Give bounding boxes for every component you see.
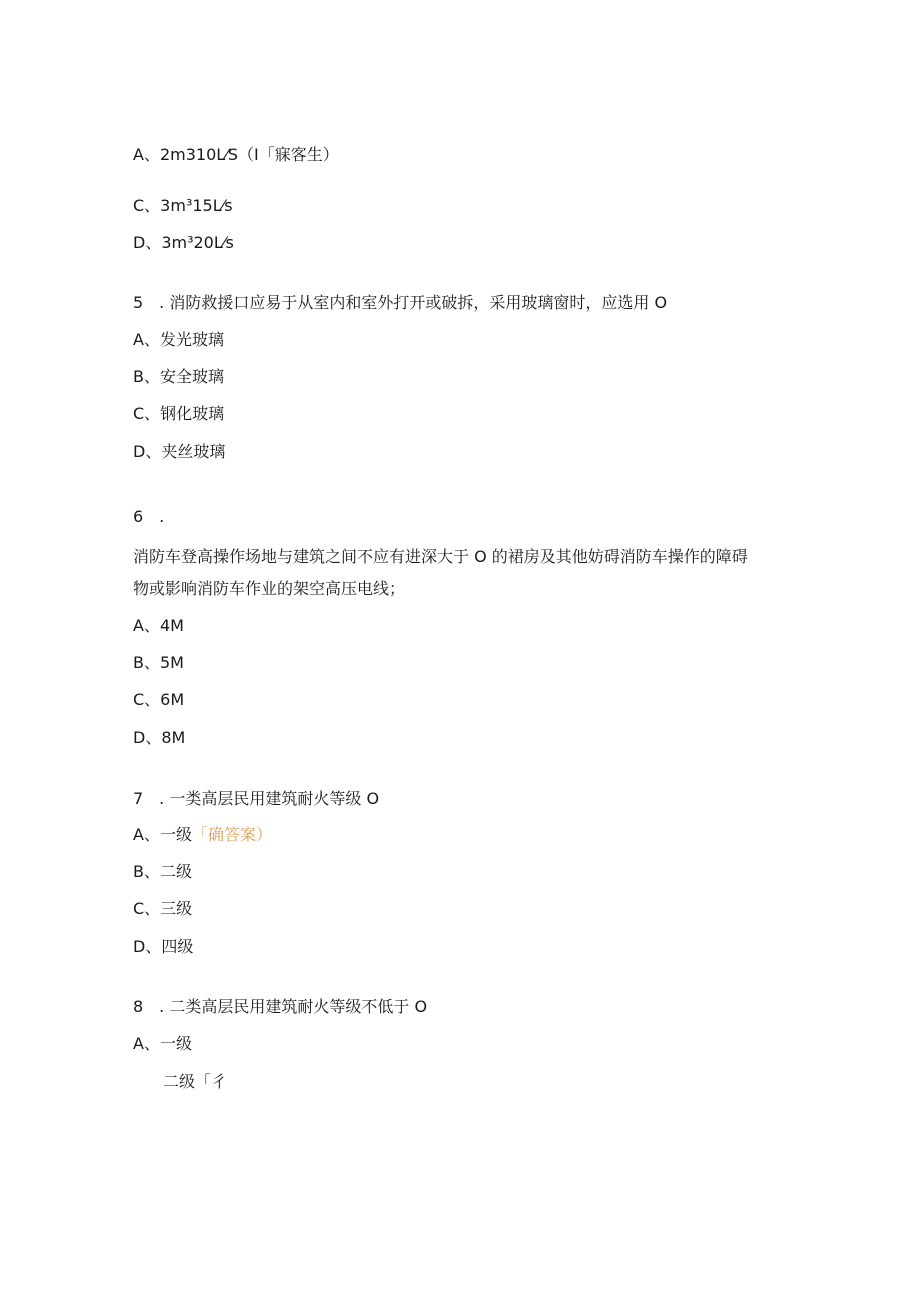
question-7: 7 . 一类高层民用建筑耐火等级 O: [133, 789, 380, 808]
option-c-line: C、3m³15L⁄s: [133, 196, 233, 215]
q6-option-c: C、6M: [133, 690, 185, 709]
question-5: 5 . 消防救援口应易于从室内和室外打开或破拆，采用玻璃窗时，应选用 O: [133, 293, 668, 312]
option-a-line: A、2m310L⁄S（I「寐客生）: [133, 145, 339, 164]
q7-option-b: B、二级: [133, 862, 192, 881]
question-8: 8 . 二类高层民用建筑耐火等级不低于 O: [133, 997, 428, 1016]
q5-option-c: C、钢化玻璃: [133, 404, 225, 423]
q7-option-a-label: A、一级: [133, 825, 192, 844]
q8-option-a: A、一级: [133, 1034, 192, 1053]
question-6-text-1: 消防车登高操作场地与建筑之间不应有进深大于 O 的裙房及其他妨碍消防车操作的障碍: [133, 547, 748, 566]
q5-option-a: A、发光玻璃: [133, 330, 224, 349]
option-d-line: D、3m³20L⁄s: [133, 233, 234, 252]
q5-option-b: B、安全玻璃: [133, 367, 224, 386]
q7-option-c: C、三级: [133, 899, 193, 918]
q6-option-d: D、8M: [133, 728, 186, 747]
correct-answer-note: 「确答案）: [191, 825, 272, 844]
q5-option-d: D、夹丝玻璃: [133, 442, 226, 461]
question-6-number: 6 .: [133, 507, 165, 526]
q6-option-b: B、5M: [133, 653, 184, 672]
question-6-text-2: 物或影响消防车作业的架空高压电线；: [133, 579, 406, 598]
q8-option-b: 二级「彳: [163, 1072, 228, 1091]
q6-option-a: A、4M: [133, 616, 184, 635]
q7-option-a: [133, 825, 272, 845]
q7-option-d: D、四级: [133, 937, 194, 956]
